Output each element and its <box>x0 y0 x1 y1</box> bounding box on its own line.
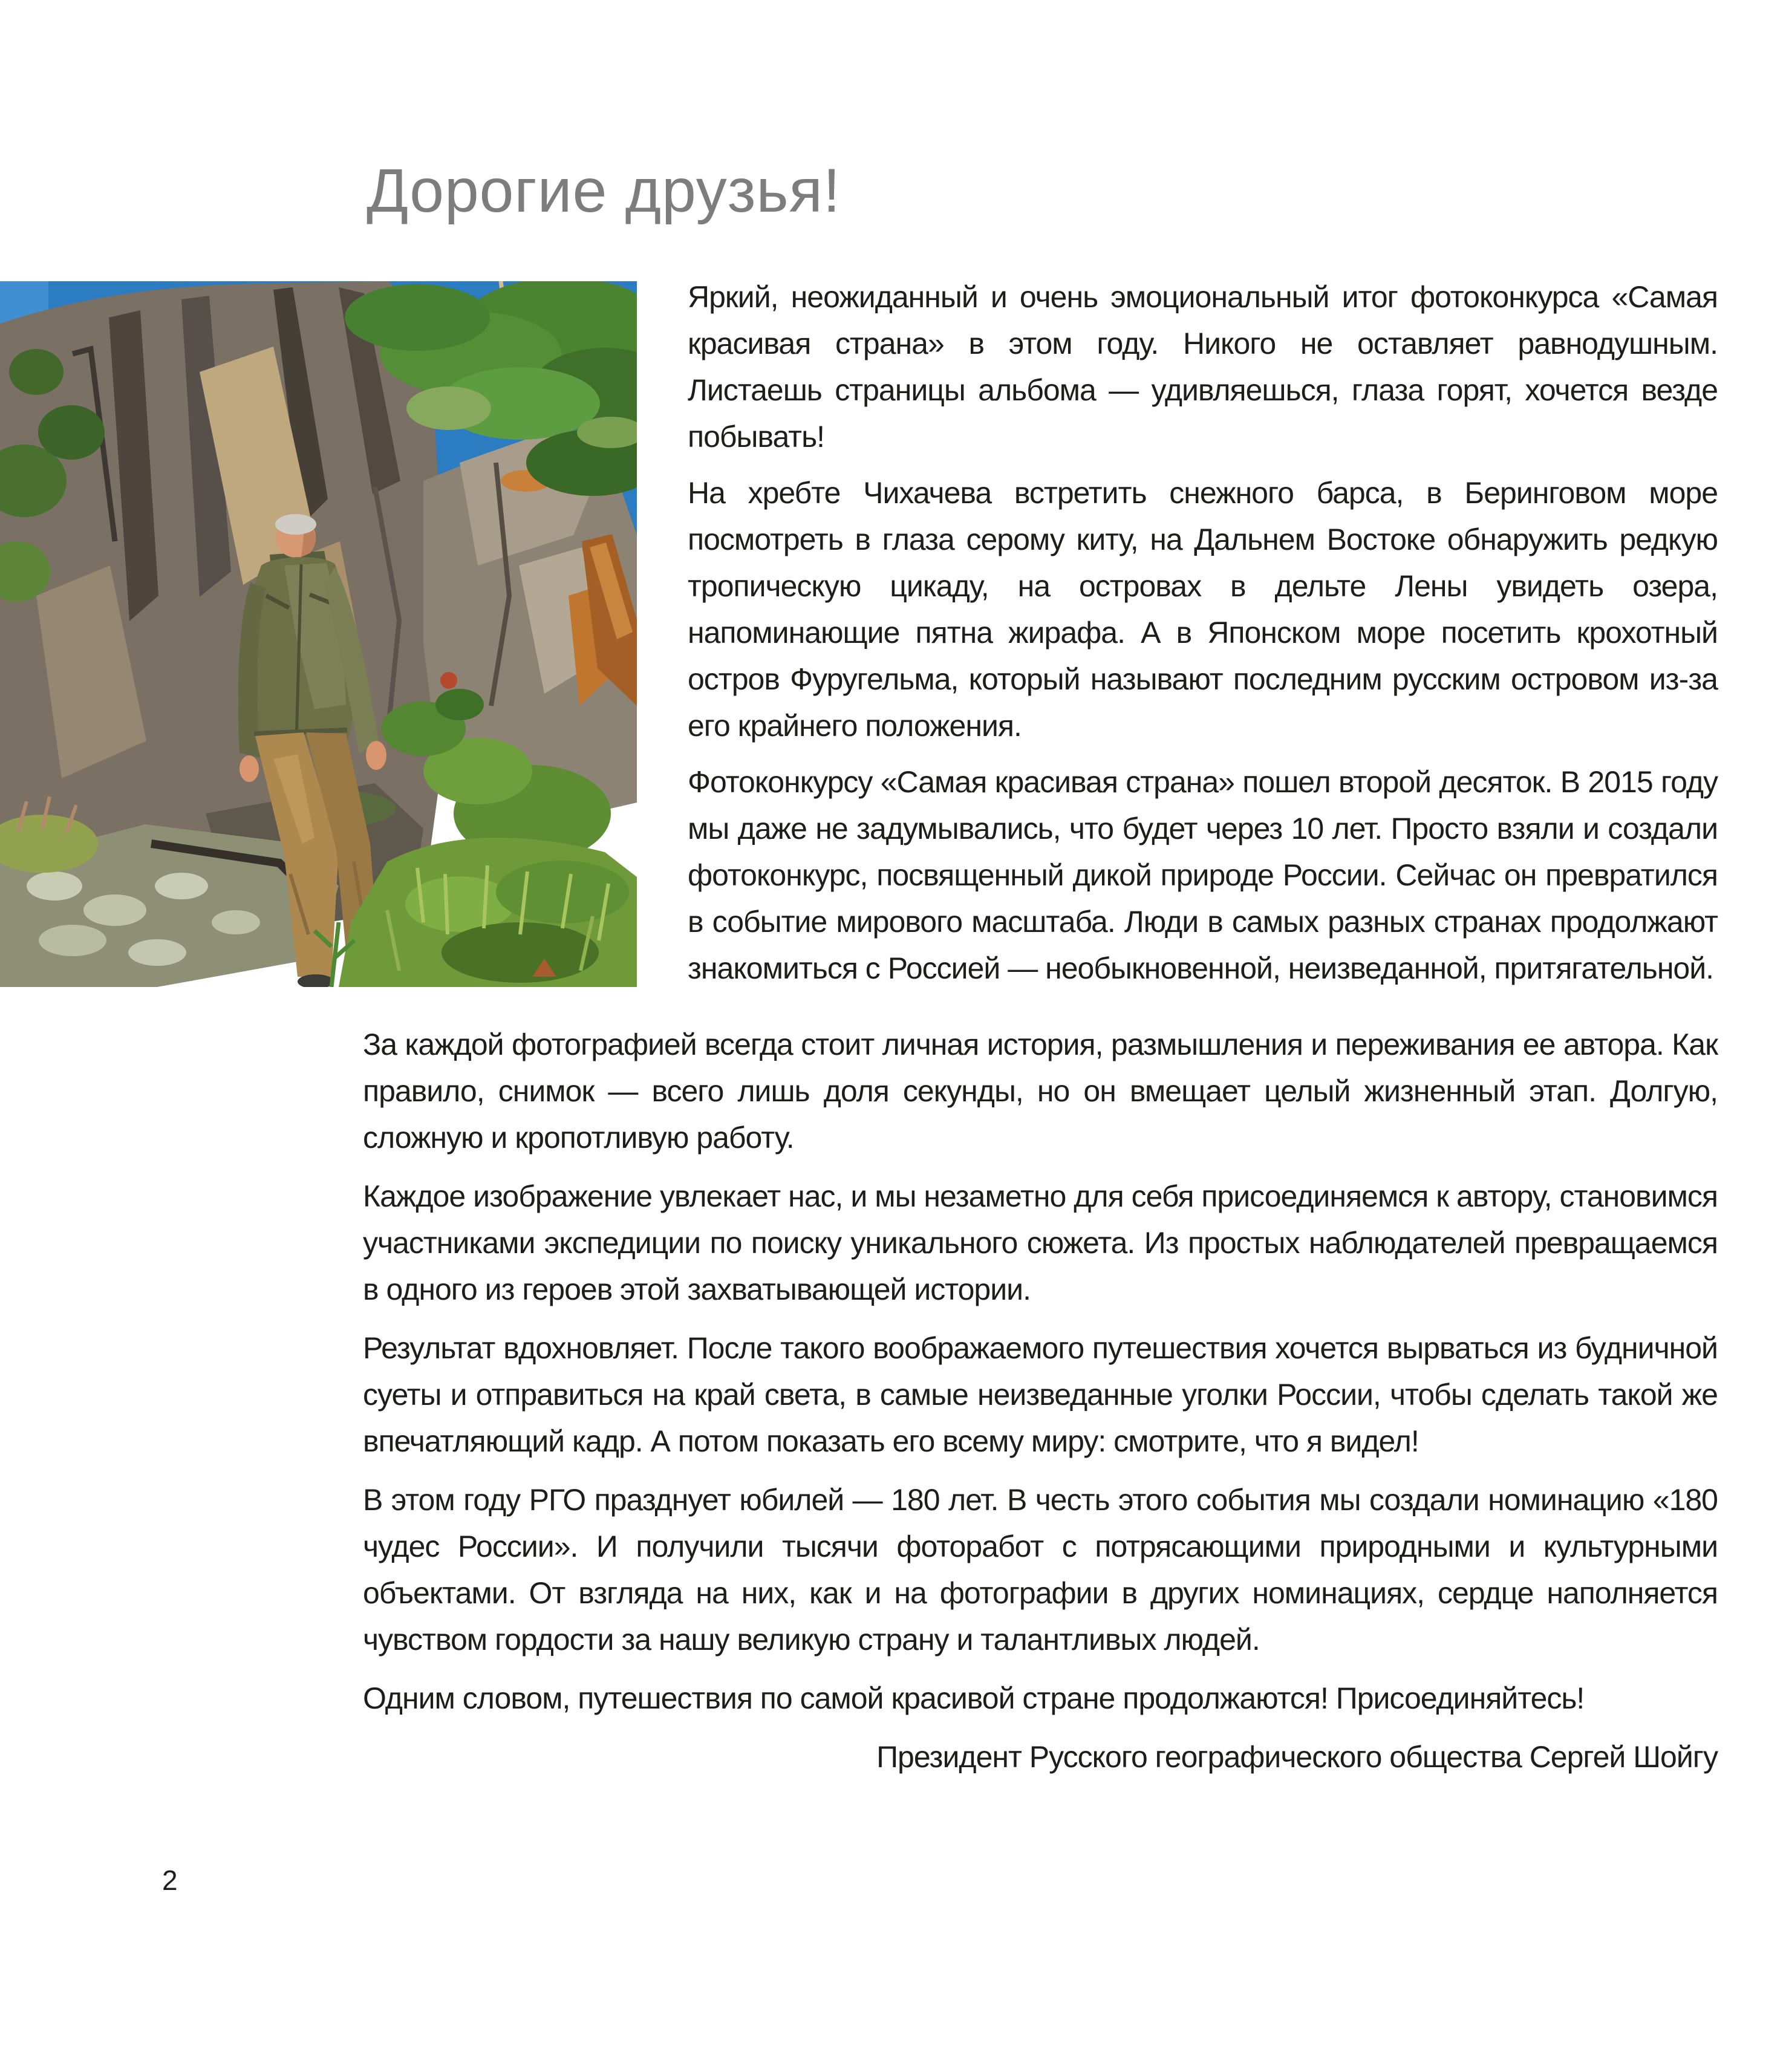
intro-paragraph-1: Яркий, неожиданный и очень эмоциональный итог фотоконкурса «Самая красивая страна» в этом году. Никого не оставляет равнодушным. Листаешь страницы альбома — удивляешься, глаза горят, хочется везде побывать! <box>688 280 1718 454</box>
hair <box>275 514 316 535</box>
body-paragraph-4: В этом году РГО празднует юбилей — 180 лет. В честь этого события мы создали номинацию «180 чудес России». И получили тысячи фоторабот с потрясающими природными и культурными объектами. От взгляда на них, как и на фотографии в других номинациях, сердце наполняется чувством гордости за нашу великую страну и талантливых людей. <box>363 1483 1718 1657</box>
intro-paragraphs <box>688 274 1718 1002</box>
photo-illustration <box>0 281 637 987</box>
body-paragraphs <box>363 1021 1718 1780</box>
right-hand <box>366 741 386 770</box>
body-paragraph-3: Результат вдохновляет. После такого воображаемого путешествия хочется вырваться из будничной суеты и отправиться на край света, в самые неизведанные уголки России, чтобы сделать такой же впечатляющий кадр. А потом показать его всему миру: смотрите, что я видел! <box>363 1331 1718 1458</box>
left-hand <box>240 755 259 782</box>
body-paragraph-5: Одним словом, путешествия по самой красивой стране продолжаются! Присоединяйтесь! <box>363 1681 1585 1715</box>
signature-line: Президент Русского географического общества Сергей Шойгу <box>876 1740 1718 1774</box>
body-paragraph-2: Каждое изображение увлекает нас, и мы незаметно для себя присоединяемся к автору, становимся участниками экспедиции по поиску уникального сюжета. Из простых наблюдателей превращаемся в одного из героев этой захватывающей истории. <box>363 1179 1718 1306</box>
intro-paragraph-2: На хребте Чихачева встретить снежного барса, в Беринговом море посмотреть в глаза серому киту, на Дальнем Востоке обнаружить редкую тропическую цикаду, на островах в дельте Лены увидеть озера, напоминающие пятна жирафа. А в Японском море посетить крохотный остров Фуругельма, который называют последним русским островом из-за его крайнего положения. <box>688 476 1718 743</box>
body-paragraph-1: За каждой фотографией всегда стоит личная история, размышления и переживания ее автора. Как правило, снимок — всего лишь доля секунды, но он вмещает целый жизненный этап. Долгую, сложную и кропотливую работу. <box>363 1028 1718 1155</box>
page-title: Дорогие друзья! <box>367 156 841 225</box>
intro-photo <box>0 281 637 987</box>
page-number: 2 <box>162 1865 178 1896</box>
intro-paragraph-3: Фотоконкурсу «Самая красивая страна» пошел второй десяток. В 2015 году мы даже не задумывались, что будет через 10 лет. Просто взяли и создали фотоконкурс, посвященный дикой природе России. Сейчас он превратился в событие мирового масштаба. Люди в самых разных странах продолжают знакомиться с Россией — необыкновенной, неизведанной, притягательной. <box>688 765 1718 985</box>
